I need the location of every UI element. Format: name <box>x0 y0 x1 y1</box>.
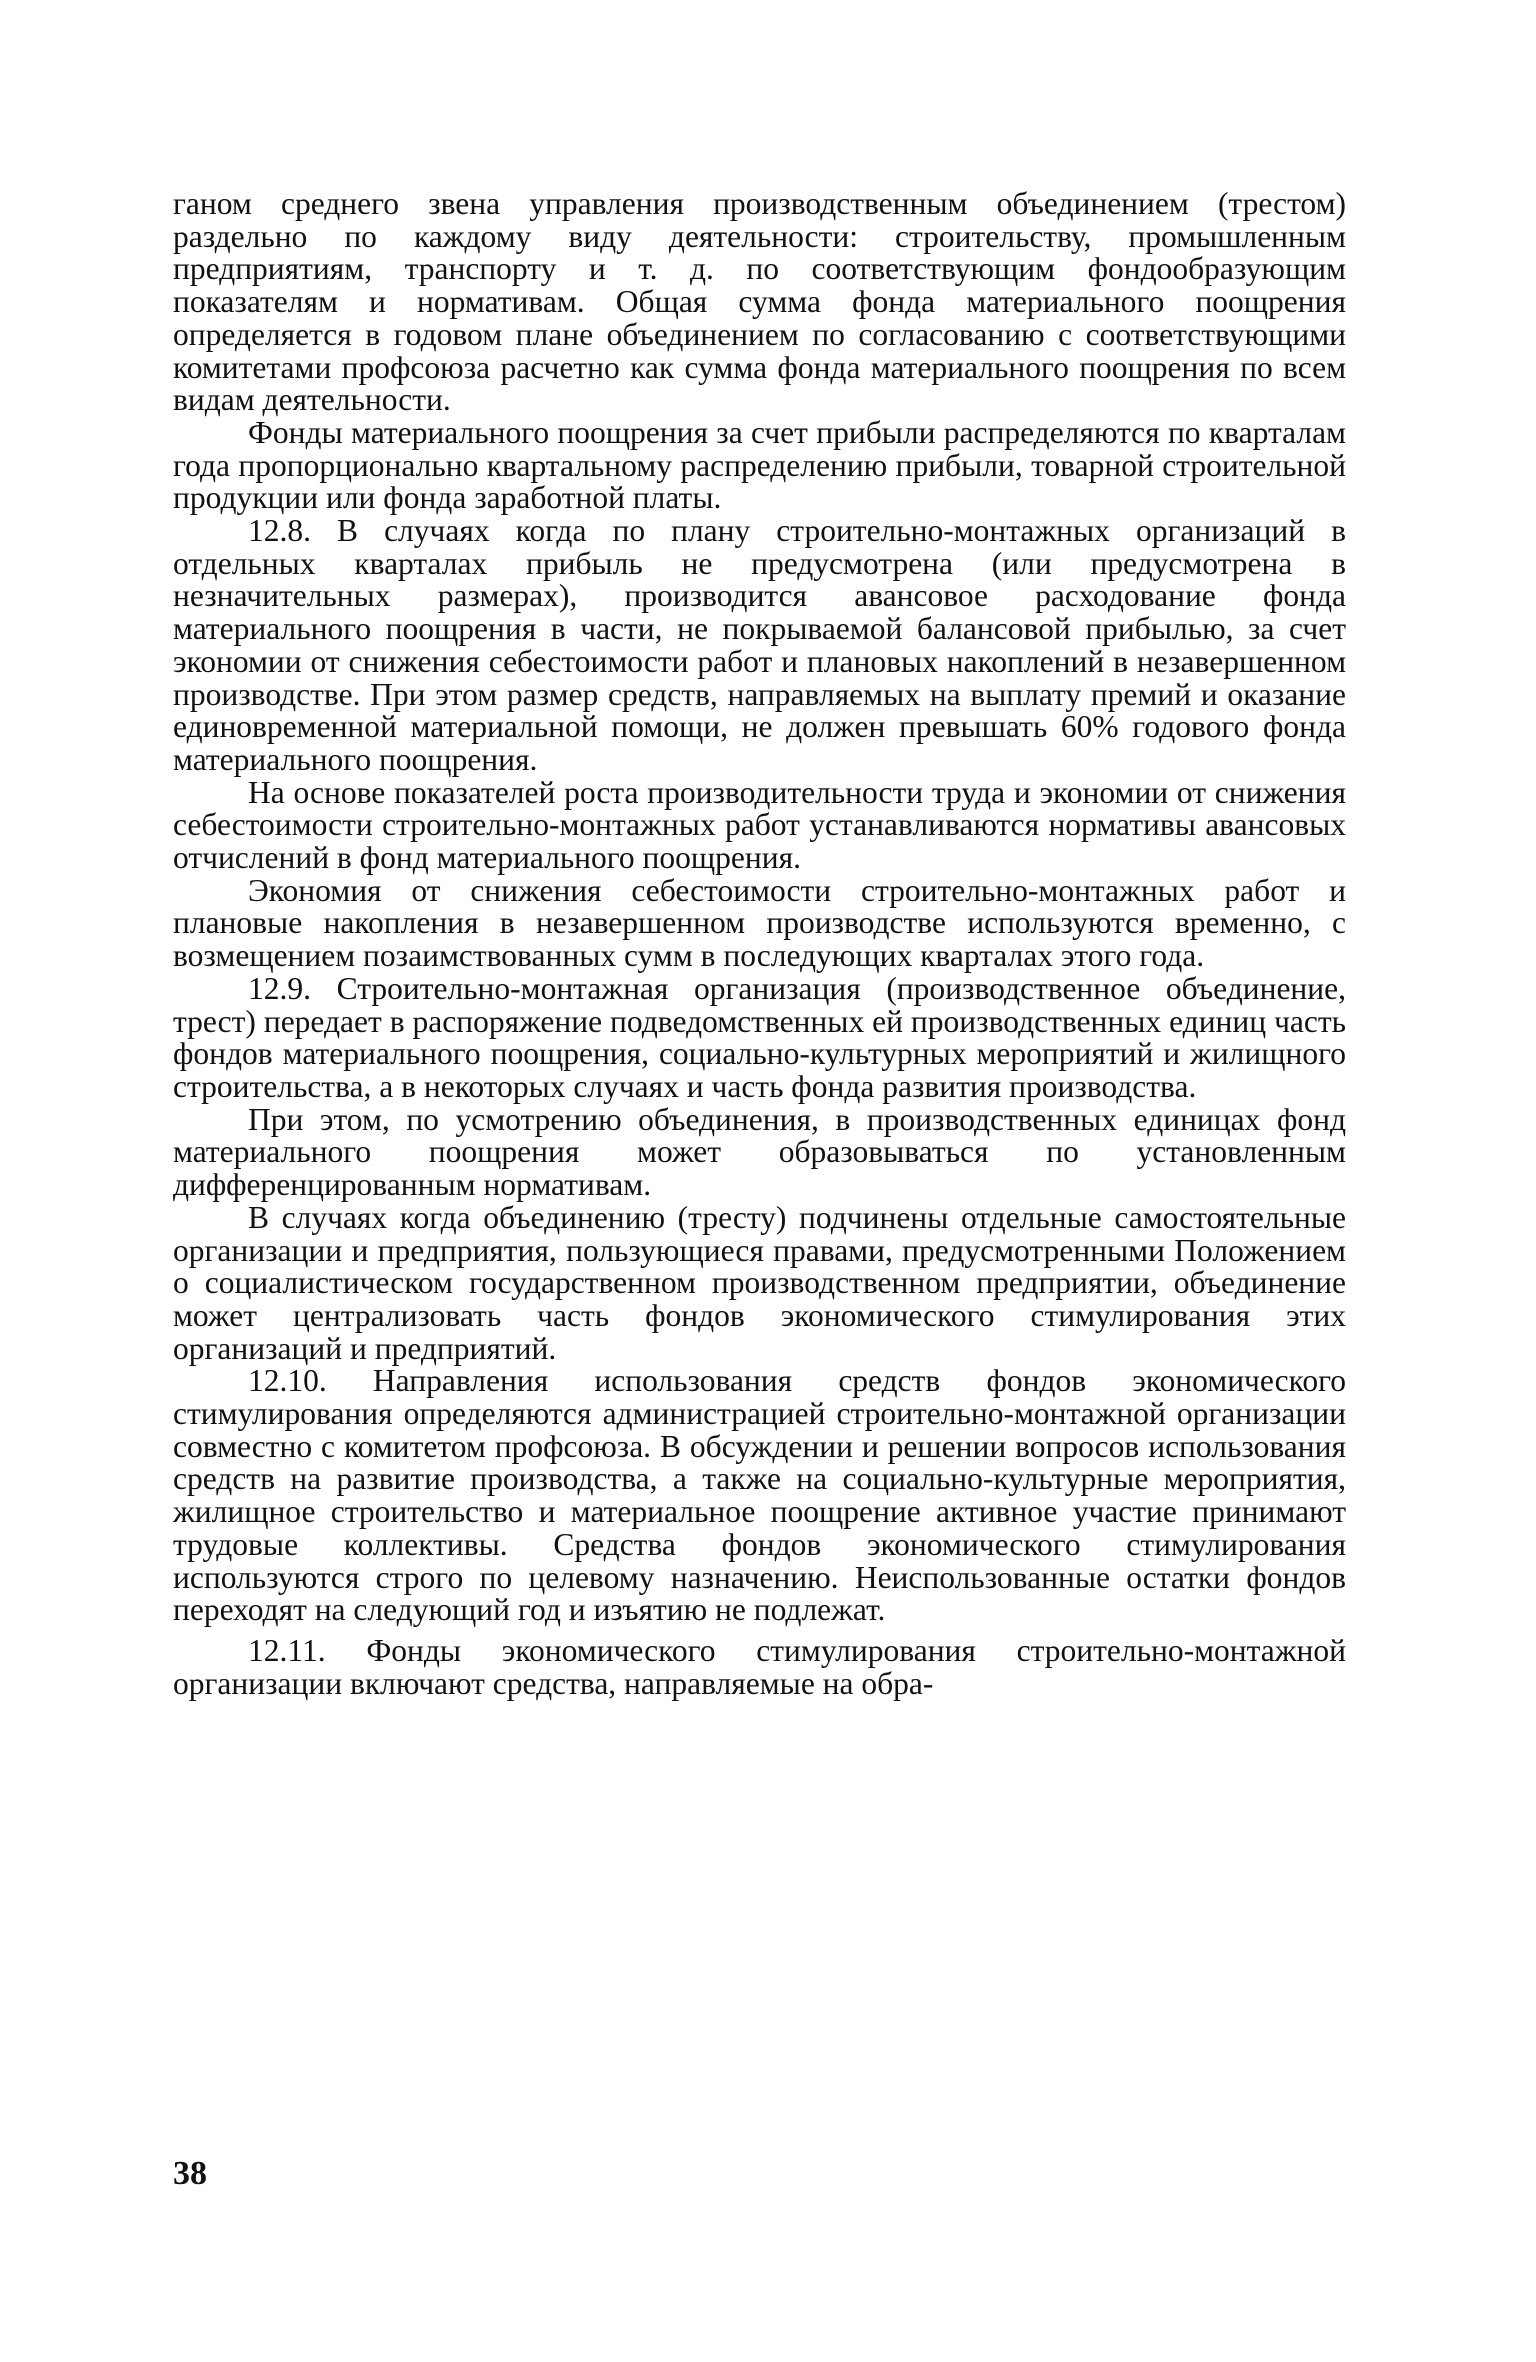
paragraph-centralization: В случаях когда объединению (тресту) подчинены отдельные самостоятельные организации и предприятия, пользующиеся правами, предусмотренными Положением о социалистическом государственном производственном предприятии, объединение может централизовать часть фондов экономического стимулирования этих организаций и предприятий. <box>173 1199 1346 1366</box>
paragraph-12-8: 12.8. В случаях когда по плану строительно-монтажных организаций в отдельных кварталах прибыль не предусмотрена (или предусмотрена в незначительных размерах), производится авансовое расходование фонда материального поощрения в части, не покрываемой балансовой прибылью, за счет экономии от снижения себестоимости работ и плановых накоплений в незавершенном производстве. При этом размер средств, направляемых на выплату премий и оказание единовременной материальной помощи, не должен превышать 60% годового фонда материального поощрения. <box>173 513 1346 777</box>
paragraph-savings-use: Экономия от снижения себестоимости строительно-монтажных работ и плановые накопления в незавершенном производстве используются временно, с возмещением позаимствованных сумм в последующих кварталах этого года. <box>173 872 1346 974</box>
page-number: 38 <box>173 2155 207 2192</box>
paragraph-advance-norms: На основе показателей роста производительности труда и экономии от снижения себестоимости строительно-монтажных работ устанавливаются нормативы авансовых отчислений в фонд материального поощрения. <box>173 774 1346 876</box>
paragraph-12-11: 12.11. Фонды экономического стимулирования строительно-монтажной организации включают средства, направляемые на обра- <box>173 1632 1346 1701</box>
paragraph-12-10: 12.10. Направления использования средств фондов экономического стимулирования определяются администрацией строительно-монтажной организации совместно с комитетом профсоюза. В обсуждении и решении вопросов использования средств на развитие производства, а также на социально-культурные мероприятия, жилищное строительство и материальное поощрение активное участие принимают трудовые коллективы. Средства фондов экономического стимулирования используются строго по целевому назначению. Неиспользованные остатки фондов переходят на следующий год и изъятию не подлежат. <box>173 1363 1346 1628</box>
paragraph-bonus-funds-by-quarter: Фонды материального поощрения за счет прибыли распределяются по кварталам года пропорционально квартальному распределению прибыли, товарной строительной продукции или фонда заработной платы. <box>173 414 1346 516</box>
paragraph-12-9: 12.9. Строительно-монтажная организация (производственное объединение, трест) передает в распоряжение подведомственных ей производственных единиц часть фондов материального поощрения, социально-культурных мероприятий и жилищного строительства, а в некоторых случаях и часть фонда развития производства. <box>173 970 1346 1104</box>
paragraph-continuation: ганом среднего звена управления производственным объединением (трестом) раздельно по каждому виду деятельности: строительству, промышленным предприятиям, транспорту и т. д. по соответствующим фондообразующим показателям и нормативам. Общая сумма фонда материального поощрения определяется в годовом плане объединением по согласованию с соответствующими комитетами профсоюза расчетно как сумма фонда материального поощрения по всем видам деятельности. <box>173 186 1346 418</box>
paragraph-differentiated-norms: При этом, по усмотрению объединения, в производственных единицах фонд материального поощрения может образовываться по установленным дифференцированным нормативам. <box>173 1101 1346 1203</box>
page-body <box>173 188 1346 1700</box>
